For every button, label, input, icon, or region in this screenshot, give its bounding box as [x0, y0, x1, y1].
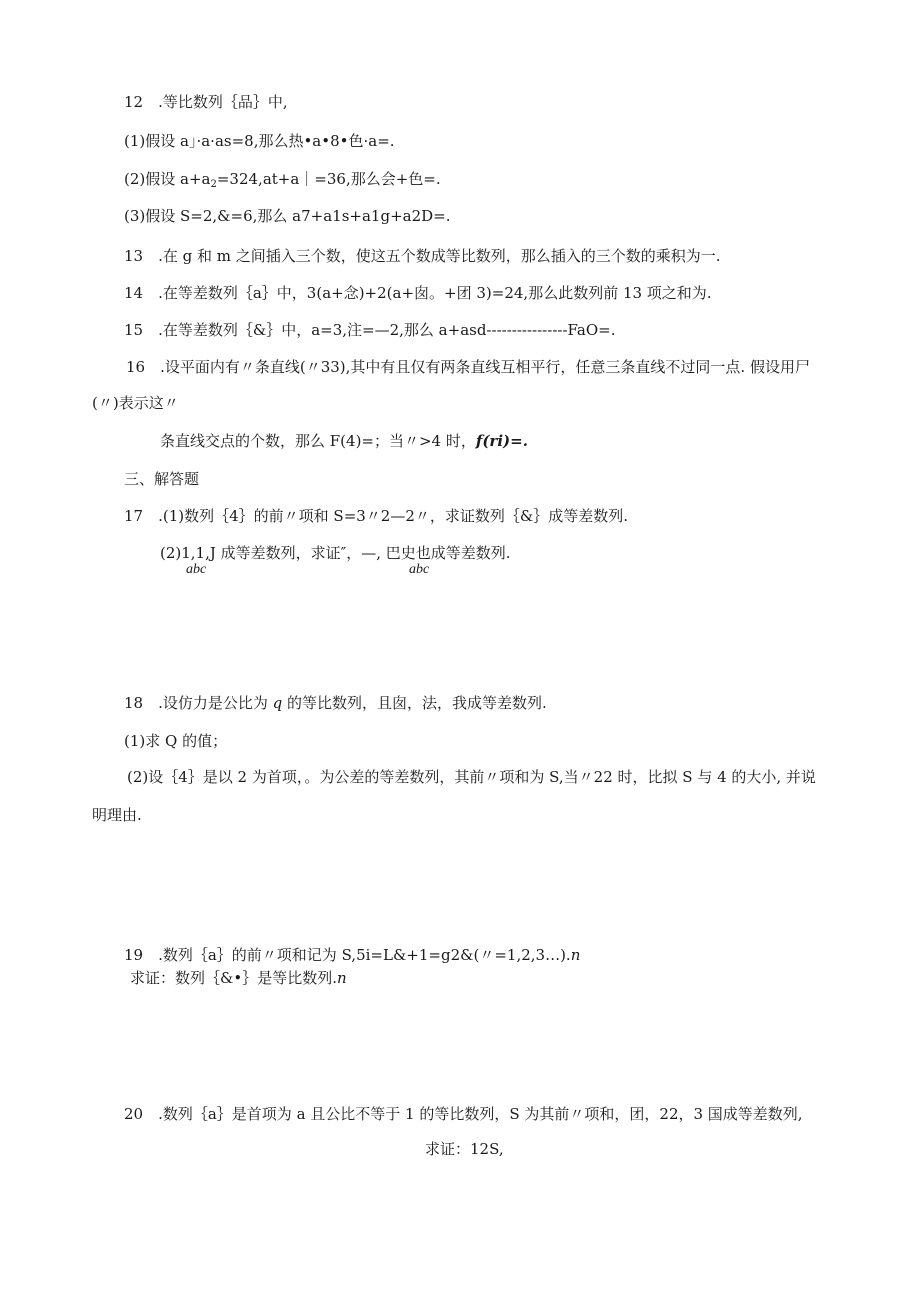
q13-text: 13 .在 g 和 m 之间插入三个数，使这五个数成等比数列，那么插入的三个数的乘积为一. [124, 247, 721, 265]
q16-line3-formula: f(ri)=. [475, 432, 528, 450]
section-heading-answers: 三、解答题 [124, 470, 200, 488]
q18-intro [124, 693, 547, 713]
q20-line2: 求证：12S, [425, 1140, 504, 1158]
q17-abc-right: abc [409, 562, 430, 577]
q17-part1: 17 .(1)数列｛4｝的前〃项和 S=3〃2—2〃，求证数列｛&｝成等差数列. [124, 507, 629, 525]
q19-line1-text: 19 .数列｛a｝的前〃项和记为 S,5i=L&+1=g2&(〃=1,2,3…). [124, 946, 571, 964]
q19-line2 [130, 968, 347, 988]
q15-text: 15 .在等差数列｛&｝中，a=3,注=—2,那么 a+asd----------------FaO=. [124, 321, 616, 339]
q19-line2-n: n [336, 969, 347, 987]
q16-line3 [160, 431, 528, 451]
q18-part1: (1)求 Q 的值； [124, 732, 228, 750]
q18-part2-continued: 明理由. [92, 806, 142, 824]
q14-text: 14 .在等差数列｛a｝中，3(a+念)+2(a+囱。+团 3)=24,那么此数列前 13 项之和为. [124, 284, 712, 302]
q18-intro-text-b: 的等比数列，且囱，法，我成等差数列. [282, 694, 547, 712]
q17-abc-left: abc [186, 562, 207, 577]
q12-part1: (1)假设 a」·a·as=8,那么热•a•8•色·a=. [124, 132, 395, 150]
q20-line1: 20 .数列｛a｝是首项为 a 且公比不等于 1 的等比数列，S 为其前〃项和，团，22，3 国成等差数列, [124, 1105, 803, 1123]
q18-intro-q: q [272, 694, 283, 712]
q18-intro-text-a: 18 .设仿力是公比为 [124, 694, 273, 712]
q12-intro: 12 .等比数列｛品｝中, [124, 93, 288, 111]
q12-part2 [124, 169, 441, 195]
q12-part2-text-b: =324,at+a｜=36,那么会+色=. [216, 170, 441, 188]
q19-line1-n: n [570, 946, 581, 964]
q12-part3: (3)假设 S=2,&=6,那么 a7+a1s+a1g+a2D=. [124, 207, 451, 225]
q19-line2-text: 求证：数列｛&•｝是等比数列. [130, 969, 337, 987]
q17-part2: (2)1,1,J 成等差数列，求证″，—, 巴史也成等差数列. [160, 544, 511, 562]
q19-line1 [124, 945, 580, 965]
q18-part2: (2)设｛4｝是以 2 为首项，。为公差的等差数列，其前〃项和为 S,当〃22 时，比拟 S 与 4 的大小, 并说 [127, 768, 816, 786]
q12-part2-text-a: (2)假设 a+a [124, 170, 211, 188]
q16-line2: (〃)表示这〃 [92, 394, 179, 412]
q16-line1: 16 .设平面内有〃条直线(〃33),其中有且仅有两条直线互相平行，任意三条直线不过同一点. 假设用尸 [126, 358, 810, 376]
q16-line3-text: 条直线交点的个数，那么 F(4)=；当〃>4 时， [160, 432, 476, 450]
q12-part2-subscript: 2 [210, 179, 217, 190]
